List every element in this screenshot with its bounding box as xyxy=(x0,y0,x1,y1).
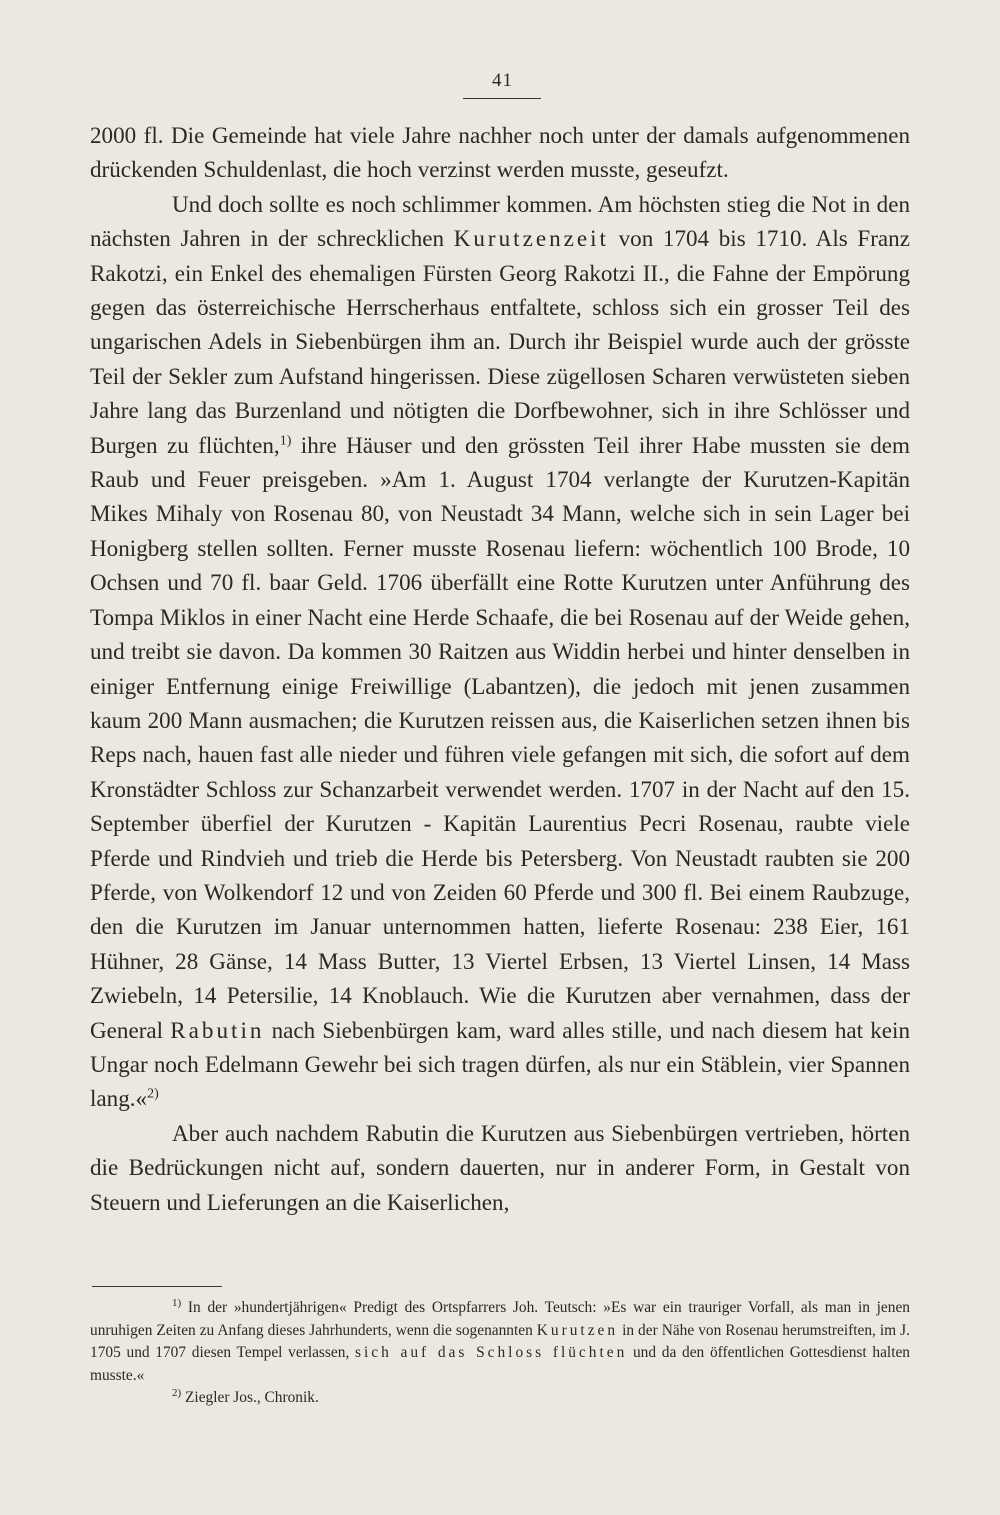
footnote-1-text-c: und da den öffentlichen Gottesdienst halten musste.« xyxy=(90,1344,910,1384)
emphasis-kurutzenzeit: Kurutzenzeit xyxy=(453,225,609,252)
paragraph-2 xyxy=(90,187,910,1116)
footnote-1-text-b: in der Nähe von Rosenau herumstreiften, im J. 1705 und 1707 diesen Tempel verlassen, xyxy=(90,1321,910,1362)
paragraph-2-text-d: nach Siebenbürgen kam, ward alles stille, und nach diesem hat kein Ungar noch Edelmann Gewehr bei sich tragen dürfen, als nur ein Stäblein, vier Spannen lang.« xyxy=(90,1016,911,1112)
footnote-1-text-a: In der »hundertjährigen« Predigt des Ortspfarrers Joh. Teutsch: »Es war ein trauriger Vorfall, als man in jenen unruhigen Zeiten zu Anfang dieses Jahrhunderts, wenn die sogenannten xyxy=(90,1299,910,1339)
footnote-1 xyxy=(90,1297,910,1387)
page-number-rule xyxy=(463,98,541,99)
footnote-rule xyxy=(92,1286,222,1287)
paragraph-2-text-c: ihre Häuser und den grössten Teil ihrer Habe mussten sie dem Raub und Feuer preisgeben. »Am 1. August 1704 verlangte der Kurutzen-Kapitän Mikes Mihaly von Rosenau 80, von Neustadt 34 Mann, welche sich in sein Lager bei Honigberg stellen sollten. Ferner musste Rosenau liefern: wöchentlich 100 Brode, 10 Ochsen und 70 fl. baar Geld. 1706 überfällt eine Rotte Kurutzen unter Anführung des Tompa Miklos in einer Nacht eine Herde Schaafe, die bei Rosenau auf der Weide gehen, und treibt sie davon. Da kommen 30 Raitzen aus Widdin herbei und hinter denselben in einiger Entfernung einige Freiwillige (Labantzen), die jedoch mit jenen zusammen kaum 200 Mann ausmachen; die Kurutzen reissen aus, die Kaiserlichen setzen ihnen bis Reps nach, hauen fast alle nieder und führen viele gefangen mit sich, die sofort auf dem Kronstädter Schloss zur Schanzarbeit verwendet werden. 1707 in der Nacht auf den 15. September überfiel der Kurutzen - Kapitän Laurentius Pecri Rosenau, raubte viele Pferde und Rindvieh und trieb die Herde bis Petersberg. Von Neustadt raubten sie 200 Pferde, von Wolkendorf 12 und von Zeiden 60 Pferde und 300 fl. Bei einem Raubzuge, den die Kurutzen im Januar unternommen hatten, lieferte Rosenau: 238 Eier, 161 Hühner, 28 Gänse, 14 Mass Butter, 13 Viertel Erbsen, 13 Viertel Linsen, 14 Mass Zwiebeln, 14 Petersilie, 14 Knoblauch. Wie die Kurutzen aber vernahmen, dass der General xyxy=(90,431,911,1043)
paragraph-1: 2000 fl. Die Gemeinde hat viele Jahre nachher noch unter der damals aufgenommenen drückenden Schuldenlast, die hoch verzinst werden musste, geseufzt. xyxy=(90,122,910,183)
footnote-1-marker: 1) xyxy=(172,1296,182,1309)
footnote-ref-1: 1) xyxy=(279,432,292,448)
footnote-emphasis-kurutzen: Kurutzen xyxy=(536,1321,619,1339)
footnotes xyxy=(90,1297,910,1410)
emphasis-rabutin: Rabutin xyxy=(170,1016,265,1043)
footnote-2-marker: 2) xyxy=(172,1387,182,1400)
page-number: 41 xyxy=(492,70,513,91)
footnote-2-text: Ziegler Jos., Chronik. xyxy=(181,1389,319,1407)
paragraph-3: Aber auch nachdem Rabutin die Kurutzen aus Siebenbürgen vertrieben, hörten die Bedrückungen nicht auf, sondern dauerten, nur in anderer Form, in Gestalt von Steuern und Lieferungen an die Kaiserlichen, xyxy=(90,1119,910,1215)
paragraph-2-text-b: von 1704 bis 1710. Als Franz Rakotzi, ein Enkel des ehemaligen Fürsten Georg Rakotzi II., die Fahne der Empörung gegen das österreichische Herrscherhaus entfaltete, schloss sich ein grosser Teil des ungarischen Adels in Siebenbürgen ihm an. Durch ihr Beispiel wurde auch der grösste Teil der Sekler zum Aufstand hingerissen. Diese zügellosen Scharen verwüsteten sieben Jahre lang das Burzenland und nötigten die Dorfbewohner, sich in ihre Schlösser und Burgen zu flüchten, xyxy=(90,225,910,458)
footnote-2 xyxy=(90,1387,910,1410)
paragraph-2-text-a: Und doch sollte es noch schlimmer kommen. Am höchsten stieg die Not in den nächsten Jahren in der schrecklichen xyxy=(90,190,910,252)
footnote-emphasis-schloss: sich auf das Schloss flüchten xyxy=(355,1344,628,1362)
body-text xyxy=(90,118,910,1219)
footnote-ref-2: 2) xyxy=(147,1086,159,1102)
